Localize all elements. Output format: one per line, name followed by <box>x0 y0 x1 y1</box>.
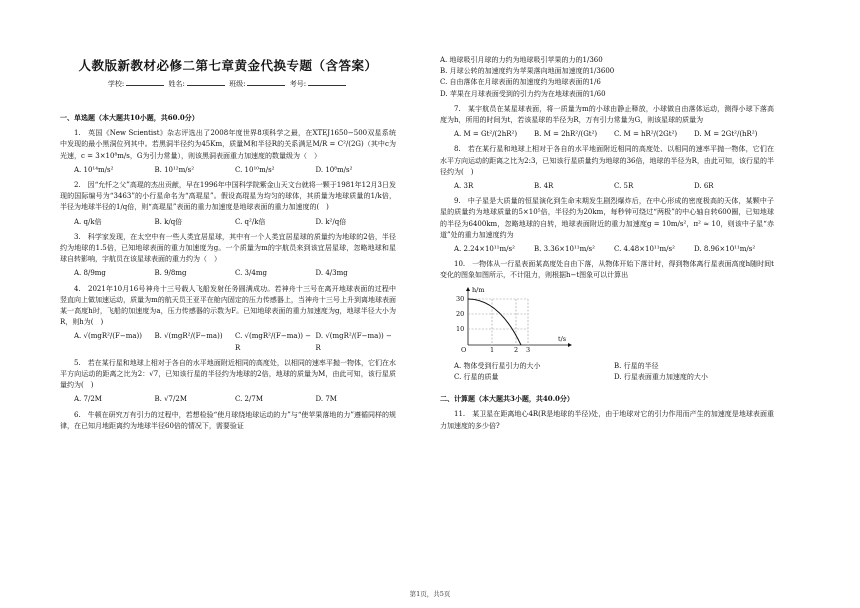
option-d: D. 7M <box>315 395 337 404</box>
page-footer: 第1页，共5页 <box>409 590 451 598</box>
section-heading-single-choice: 一、单选题（本大题共10小题，共60.0分） <box>60 113 199 122</box>
option-a: A. 7/2M <box>74 395 102 404</box>
option-a: A. 2.24×10¹¹m/s² <box>454 245 515 254</box>
question-3-options <box>74 268 396 279</box>
name-label: 姓名: <box>168 80 185 88</box>
option-d: D. k²/q倍 <box>315 217 347 226</box>
y-axis-arrow-icon <box>466 287 470 291</box>
option-a: A. 3R <box>454 182 474 191</box>
option-b: B. 10¹²m/s² <box>154 165 195 174</box>
option-d: D. 6R <box>694 182 714 191</box>
option-d: D. √(mgR²/(F−ma)) − R <box>315 332 392 352</box>
question-6: 6. 牛顿在研究万有引力的过程中，若想检验“使月球绕地球运动的力”与“使苹果落地的力”遵循同样的规律，在已知月地距离约为地球半径60倍的情况下，需要验证 <box>60 410 396 430</box>
question-5-options <box>74 394 396 405</box>
question-9-options <box>454 244 774 255</box>
option-d: D. 行星表面重力加速度的大小 <box>614 373 708 382</box>
class-label: 班级: <box>229 80 246 88</box>
question-8-options <box>454 181 774 192</box>
question-10-options <box>454 361 774 383</box>
option-b: B. 3.36×10¹¹m/s² <box>534 245 595 254</box>
option-a: A. q/k倍 <box>74 217 102 226</box>
question-4: 4. 2021年10月16号神舟十三号载人飞船发射任务圆满成功。若神舟十三号在离开地球表面的过程中竖直向上做加速运动，质量为m的航天员王亚平在舱内固定的压力传感器上，当神舟十三号上升到离地球表面某一高度h时，飞船的加速度为a，压力传感器的示数为F。已知地球表面的重力加速度为g，地球半径大小为R，则h为( ) <box>60 284 396 327</box>
option-a: A. √(mgR²/(F−ma)) <box>74 332 142 341</box>
school-blank[interactable] <box>126 85 164 86</box>
option-b: B. k/q倍 <box>154 217 183 226</box>
question-7-options <box>454 129 774 140</box>
question-3: 3. 科学家发现，在太空中有一些人类宜居星球，其中有一个人类宜居星球的质量约为地球的2倍，半径约为地球的1.5倍，已知地球表面的重力加速度为g。一个质量为m的宇航员来到该宜居星球，忽略地球和星球自转影响，宇航员在该星球表面的重力约为（ ） <box>60 232 396 264</box>
option-a: A. 10¹⁴m/s² <box>74 165 114 174</box>
option-c: C. 5R <box>614 182 634 191</box>
option-b: B. M = 2hR²/(Gt²) <box>534 130 598 139</box>
option-c: C. 行星的质量 <box>454 373 499 382</box>
question-11: 11. 某卫星在距离地心4R(R是地球的半径)处，由于地球对它的引力作用而产生的加速度是地球表面重力加速度的多少倍? <box>440 410 774 430</box>
option-d: D. 8.96×10¹¹m/s² <box>694 245 756 254</box>
y-axis-label: h/m <box>472 285 485 294</box>
option-a: A. 8/9mg <box>74 269 106 278</box>
x-axis-arrow-icon <box>568 343 572 347</box>
x-axis-label: t/s <box>558 334 567 343</box>
name-blank[interactable] <box>187 85 225 86</box>
h-t-graph-svg <box>454 285 574 353</box>
option-c: C. q²/k倍 <box>235 217 266 226</box>
question-7: 7. 某宇航员在某星球表面，将一质量为m的小球由静止释放，小球做自由落体运动，测得小球下落高度为h，所用的时间为t，若该星球的半径为R，万有引力常量为G，则该星球的质量为 <box>440 104 774 125</box>
option-b: B. √(mgR²/(F−ma)) <box>154 332 223 341</box>
school-label: 学校: <box>107 80 125 88</box>
option-b: B. 4R <box>534 182 554 191</box>
option-b: B. 9/8mg <box>154 269 187 278</box>
option-c: C. 4.48×10¹¹m/s² <box>614 245 675 254</box>
question-2-options <box>74 217 396 228</box>
question-10: 10. 一物体从一行星表面某高度处自由下落，从物体开始下落计时，得到物体离行星表面高度h随时间t变化的图象如图所示，不计阻力，则根据h−t图象可以计算出 <box>440 260 774 280</box>
option-d: D. M = 2Gt²/(hR²) <box>694 130 758 139</box>
option-b: B. √7/2M <box>154 395 187 404</box>
student-info-line <box>60 79 396 89</box>
option-d: D. 4/3mg <box>315 269 348 278</box>
y-tick-10: 10 <box>456 324 465 333</box>
option-a: A. M = Gt²/(2hR²) <box>454 130 518 139</box>
option-c: C. 10¹⁰m/s² <box>235 165 275 174</box>
exam-no-blank[interactable] <box>308 85 346 86</box>
question-4-options <box>74 331 396 353</box>
x-tick-1: 1 <box>490 345 495 353</box>
right-column <box>440 55 774 435</box>
exam-no-label: 考号: <box>289 80 307 88</box>
y-tick-30: 30 <box>456 294 465 303</box>
option-c: C. 自由落体在月球表面的加速度约为地球表面的1/6 <box>440 78 601 87</box>
option-c: C. √(mgR²/(F−ma)) − R <box>235 332 312 352</box>
h-t-curve <box>468 299 521 345</box>
option-d: D. 苹果在月球表面受到的引力约为在地球表面的1/60 <box>440 89 606 98</box>
x-tick-3: 3 <box>526 345 531 353</box>
option-c: C. 2/7M <box>235 395 263 404</box>
option-b: B. 月球公转的加速度约为苹果落向地面加速度的1/3600 <box>440 67 615 76</box>
left-column <box>60 112 396 435</box>
page-title: 人教版新教材必修二第七章黄金代换专题（含答案） <box>78 58 378 73</box>
question-5: 5. 若在某行星和地球上相对于各自的水平地面附近相同的高度处，以相同的速率平抛一物体，它们在水平方向运动的距离之比为2：√7，已知该行星的半径约为地球的2倍，地球的质量为M，由此可知，该行星质量约为( ) <box>60 358 396 390</box>
question-2: 2. 因“允忏之父”高琨的杰出贡献，早在1996年中国科学院紫金山天文台就将一颗于1981年12月3日发现的国际编号为“3463”的小行星命名为“高琨星”。假设高琨星为均匀的球体，其质量为地球质量的1/k倍，半径为地球半径的1/q倍，则“高琨星”表面的重力加速度是地球表面的重力加速度的( ) <box>60 181 396 212</box>
question-8: 8. 若在某行星和地球上相对于各自的水平地面附近相同的高度处、以相同的速率平抛一物体，它们在水平方向运动的距离之比为2:3，已知该行星质量约为地球的36倍，地球的半径为R，由此可知，该行星的半径约为( ) <box>440 145 774 176</box>
option-a: A. 地球吸引月球的力约为地球吸引苹果的力的1/360 <box>440 56 603 64</box>
class-blank[interactable] <box>247 85 285 86</box>
option-b: B. 行星的半径 <box>614 361 659 370</box>
question-6-options <box>440 55 774 100</box>
option-a: A. 物体受到行星引力的大小 <box>454 361 541 370</box>
question-9: 9. 中子星是大质量的恒星演化到生命末期发生剧烈爆炸后，在中心形成的密度极高的天体，某颗中子星的质量约为地球质量的5×10⁵倍，半径约为20km，每秒钟可绕过“两极”的中心轴自转600圈，已知地球的半径为6400km，忽略地球的自转，地球表面附近的重力加速度g = 10m/s²，π² ≈ 10，则该中子星“赤道”处的重力加速度约为 <box>440 197 774 239</box>
option-d: D. 10⁸m/s² <box>315 165 353 174</box>
y-tick-20: 20 <box>456 309 465 318</box>
option-c: C. 3/4mg <box>235 269 267 278</box>
option-c: C. M = hR²/(2Gt²) <box>614 130 678 139</box>
origin-label: O <box>461 345 467 353</box>
x-tick-2: 2 <box>514 345 519 353</box>
h-t-graph <box>454 285 774 357</box>
section-heading-calculation: 二、计算题（本大题共3小题，共40.0分） <box>440 394 574 404</box>
question-1: 1. 英国《New Scientist》杂志评选出了2008年度世界8项科学之最，在XTEJ1650−500双星系统中发现的最小黑洞位列其中。若黑洞半径约为45Km，质量M和半径R的关系满足M/R = C²/(2G)（其中c为光速，c = 3×10⁸m/s，G为引力常量），则该黑洞表面重力加速度的数量级为（ ） <box>60 129 396 160</box>
question-1-options <box>74 165 396 176</box>
